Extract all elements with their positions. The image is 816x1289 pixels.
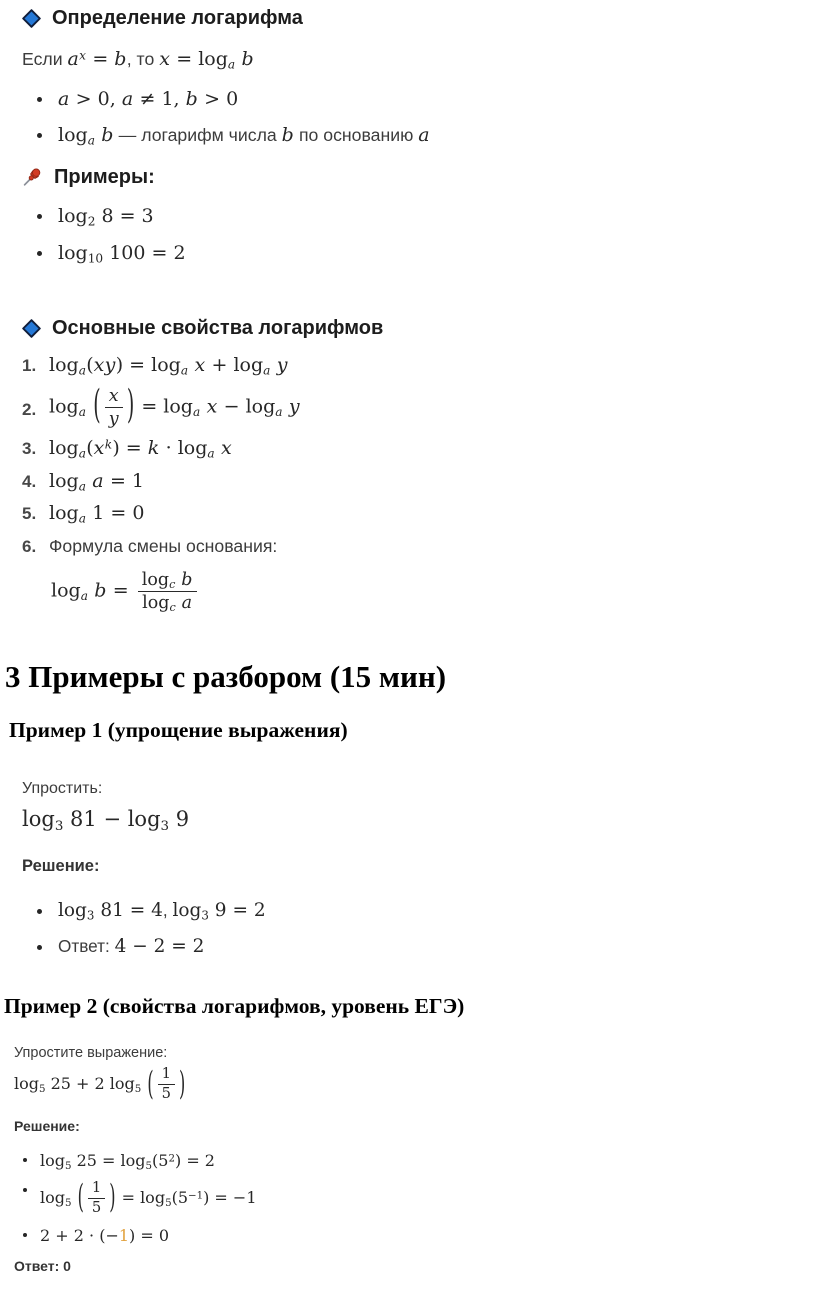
property-item: 4. $\log_a a = 1$ — [22, 469, 145, 494]
properties-section — [22, 316, 788, 613]
properties-heading — [22, 316, 788, 340]
solution-step: Ответ: 4 − 2 = 2 — [22, 935, 788, 960]
change-of-base-formula: $\log_a b$ = $\frac{\log_c b}{\log_c a}$ — [51, 570, 277, 613]
bullet-icon — [37, 133, 42, 138]
bullet-icon — [37, 909, 42, 914]
section-title: Основные свойства логарифмов — [52, 317, 384, 340]
bullet-icon — [37, 251, 42, 256]
item-number: 1. — [22, 356, 37, 376]
definition-bullet: a > 0, a ≠ 1, b > 0 — [22, 87, 788, 113]
lesson-heading: 3 Примеры с разбором (15 мин) — [5, 658, 447, 694]
solution-label: Решение: — [22, 856, 100, 875]
definition-intro: Если $a^x = b$, то $x = \log_a b$ — [22, 48, 254, 72]
blue-diamond-icon — [22, 9, 41, 28]
properties-list — [22, 353, 788, 613]
example1-block — [22, 780, 788, 959]
item-number: 6. — [22, 536, 37, 556]
definition-section — [22, 6, 788, 266]
solution-steps — [22, 899, 788, 960]
property-item — [22, 534, 788, 613]
definition-heading — [22, 6, 788, 30]
item-number: 5. — [22, 504, 37, 524]
bullet-icon — [37, 214, 42, 219]
item-number: 2. — [22, 399, 37, 419]
definition-bullets — [22, 87, 788, 149]
example1-heading: Пример 1 (упрощение выражения) — [9, 718, 348, 743]
item-text: Формула смены основания: — [49, 535, 278, 556]
task-expression: $\log_5 25 + 2$ $\log_5$ ( $\frac{1}{5}$ ) — [14, 1063, 186, 1103]
section-title: Определение логарифма — [52, 7, 303, 29]
property-item: 1. $\log_a(xy) = \log_a x + \log_a y$ — [22, 354, 288, 378]
solution-steps — [14, 1150, 788, 1246]
example2-heading: Пример 2 (свойства логарифмов, уровень ЕГЭ) — [4, 993, 465, 1018]
definition-bullet: $\log_a b$ — логарифм числа b по основанию a — [22, 123, 788, 149]
example-item: $\log_{10} 100 = 2$ — [22, 241, 788, 267]
item-number: 4. — [22, 471, 37, 491]
solution-step: $\log_5$ ( $\frac{1}{5}$ ) = $\log_5(5^{-1}) = -1$ — [14, 1180, 788, 1217]
solution-step: 2 + 2 · (−1) = 0 — [14, 1225, 788, 1247]
bullet-icon — [23, 1188, 27, 1192]
bullet-icon — [37, 97, 42, 102]
examples-list — [22, 204, 788, 266]
bullet-icon — [37, 945, 42, 950]
blue-diamond-icon — [22, 319, 41, 338]
task-label: Упростите выражение: — [14, 1045, 168, 1062]
bullet-icon — [23, 1158, 27, 1162]
item-number: 3. — [22, 439, 37, 459]
solution-step: $\log_5 25 = \log_5(5^2) = 2$ — [14, 1150, 788, 1172]
solution-step: $\log_3 81 = 4$, $\log_3 9 = 2$ — [22, 899, 788, 924]
examples-label: Примеры: — [54, 165, 155, 188]
property-item: 3. $\log_a(x^k) = k \cdot \log_a x$ — [22, 437, 233, 461]
task-expression: $\log_3 81 - \log_3 9$ — [22, 807, 190, 834]
task-label: Упростить: — [22, 780, 103, 798]
solution-label: Решение: — [14, 1118, 80, 1135]
pushpin-icon — [22, 166, 43, 187]
example-item: $\log_2 8 = 3$ — [22, 204, 788, 230]
property-item: 2. $\log_a$ ( $\frac{x}{y}$ ) = $\log_a x - \log_a y$ — [22, 382, 300, 429]
bullet-icon — [23, 1233, 27, 1237]
examples-heading — [22, 165, 788, 189]
answer-label: Ответ: 0 — [14, 1258, 71, 1275]
property-item: 5. $\log_a 1 = 0$ — [22, 502, 145, 526]
example2-block — [14, 1045, 788, 1274]
